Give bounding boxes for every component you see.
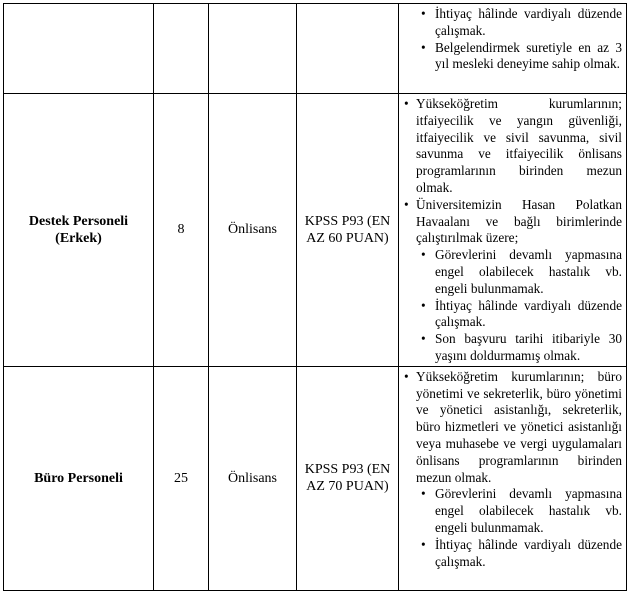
positions-table — [3, 3, 627, 591]
requirement-subitem: • Görevlerini devamlı yapmasına engel olabilecek hastalık vb. engeli bulunmamak. — [403, 486, 622, 536]
requirements-cell — [399, 4, 627, 94]
kpss-requirement — [297, 4, 399, 94]
education-level — [209, 4, 297, 94]
requirement-subitem: • Görevlerini devamlı yapmasına engel olabilecek hastalık vb. engeli bulunmamak. — [403, 247, 622, 297]
table-row — [4, 4, 627, 94]
requirement-item: • Yükseköğretim kurumlarının; büro yönetimi ve sekreterlik, büro yönetimi ve yönetici asistanlığı, sekreterlik, büro hizmetleri ve yönetici asistanlığı veya muhasebe ve vergi uygulamaları önlisans programlarının birinden mezun olmak. — [403, 369, 622, 487]
position-count: 8 — [154, 94, 209, 367]
requirement-subitem: • Belgelendirmek suretiyle en az 3 yıl mesleki deneyime sahip olmak. — [403, 40, 622, 74]
education-level: Önlisans — [209, 366, 297, 590]
table-row — [4, 94, 627, 367]
requirement-item: • Üniversitemizin Hasan Polatkan Havaalanı ve bağlı birimlerinde çalıştırılmak üzere; — [403, 197, 622, 247]
requirement-item: • Yükseköğretim kurumlarının; itfaiyecilik ve yangın güvenliği, itfaiyecilik ve sivil savunma, sivil savunma ve itfaiyecilik önlisans programlarının birinden mezun olmak. — [403, 96, 622, 197]
kpss-requirement: KPSS P93 (EN AZ 70 PUAN) — [297, 366, 399, 590]
position-title: Büro Personeli — [4, 366, 154, 590]
requirement-subitem: • İhtiyaç hâlinde vardiyalı düzende çalışmak. — [403, 537, 622, 571]
table-row — [4, 366, 627, 590]
kpss-requirement: KPSS P93 (EN AZ 60 PUAN) — [297, 94, 399, 367]
requirements-cell — [399, 366, 627, 590]
requirement-subitem: • İhtiyaç hâlinde vardiyalı düzende çalışmak. — [403, 6, 622, 40]
requirement-subitem: • İhtiyaç hâlinde vardiyalı düzende çalışmak. — [403, 298, 622, 332]
education-level: Önlisans — [209, 94, 297, 367]
requirement-subitem: • Son başvuru tarihi itibariyle 30 yaşını doldurmamış olmak. — [403, 331, 622, 365]
position-title: Destek Personeli (Erkek) — [4, 94, 154, 367]
position-title — [4, 4, 154, 94]
position-count: 25 — [154, 366, 209, 590]
position-count — [154, 4, 209, 94]
requirements-cell — [399, 94, 627, 367]
